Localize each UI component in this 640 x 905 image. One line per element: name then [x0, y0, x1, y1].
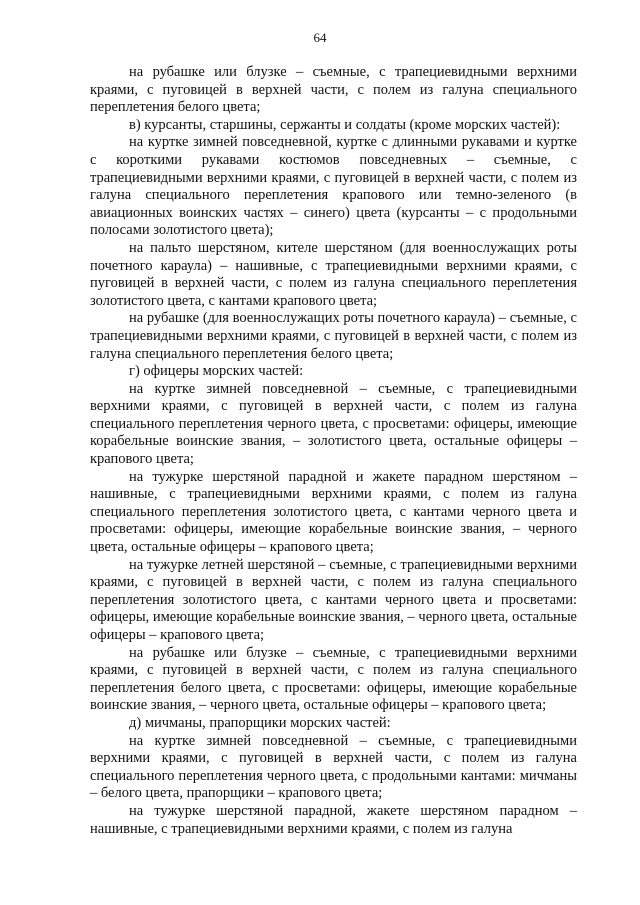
paragraph-dress-tunic-officers: на тужурке шерстяной парадной и жакете парадном шерстяном – нашивные, с трапециевидными верхними краями, с полем из галуна специального переплетения золотистого цвета, с кантами черного цвета и просветами: офицеры, имеющие корабельные воинские звания, – черного цвета, остальные офицеры – крапового цвета; [90, 468, 577, 556]
heading-cadets-soldiers: в) курсанты, старшины, сержанты и солдаты (кроме морских частей): [129, 116, 561, 133]
paragraph-dress-tunic-warrant: на тужурке шерстяной парадной, жакете шерстяном парадном – нашивные, с трапециевидными верхними краями, с полем из галуна [90, 802, 577, 837]
paragraph-shirt-blouse-white: на рубашке или блузке – съемные, с трапециевидными верхними краями, с пуговицей в верхней части, с полем из галуна специального переплетения белого цвета; [90, 64, 577, 116]
heading-warrant-officers: д) мичманы, прапорщики морских частей: [129, 714, 391, 731]
paragraph-winter-jacket-officers: на куртке зимней повседневной – съемные, с трапециевидными верхними краями, с пуговицей в верхней части, с полем из галуна специального переплетения черного цвета, с просветами: офицеры, имеющие корабельные воинские звания, – золотистого цвета, остальные офицеры – крапового цвета; [90, 380, 577, 468]
paragraph-shirt-honor-guard: на рубашке (для военнослужащих роты почетного караула) – съемные, с трапециевидными верхними краями, с пуговицей в верхней части, с полем из галуна специального переплетения белого цвета; [90, 310, 577, 362]
paragraph-summer-tunic-officers: на тужурке летней шерстяной – съемные, с трапециевидными верхними краями, с пуговицей в верхней части, с полем из галуна специального переплетения золотистого цвета, с кантами черного цвета и просветами: офицеры, имеющие корабельные воинские звания, – черного цвета, остальные офицеры – крапового цвета; [90, 556, 577, 643]
heading-naval-officers: г) офицеры морских частей: [129, 363, 304, 380]
page-number: 64 [313, 30, 327, 45]
paragraph-winter-jacket-warrant: на куртке зимней повседневной – съемные, с трапециевидными верхними краями, с пуговицей в верхней части, с полем из галуна специального переплетения черного цвета, с продольными кантами: мичманы – белого цвета, прапорщики – крапового цвета; [90, 732, 577, 802]
paragraph-coat-tunic-honor-guard: на пальто шерстяном, кителе шерстяном (для военнослужащих роты почетного караула) – нашивные, с трапециевидными верхними краями, с пуговицей в верхней части, с полем из галуна специального переплетения золотистого цвета, с кантами крапового цвета; [90, 239, 577, 309]
paragraph-shirt-blouse-officers: на рубашке или блузке – съемные, с трапециевидными верхними краями, с пуговицей в верхней части, с полем из галуна специального переплетения белого цвета, с просветами: офицеры, имеющие корабельные воинские звания, – черного цвета, остальные офицеры – крапового цвета; [90, 644, 577, 714]
paragraph-winter-jacket-cadets: на куртке зимней повседневной, куртке с длинными рукавами и куртке с короткими рукавами костюмов повседневных – съемные, с трапециевидными верхними краями, с пуговицей в верхней части, с полем из галуна специального переплетения крапового или темно-зеленого (в авиационных воинских частях – синего) цвета (курсанты – с продольными полосами золотистого цвета); [90, 134, 577, 239]
document-body [90, 64, 577, 838]
